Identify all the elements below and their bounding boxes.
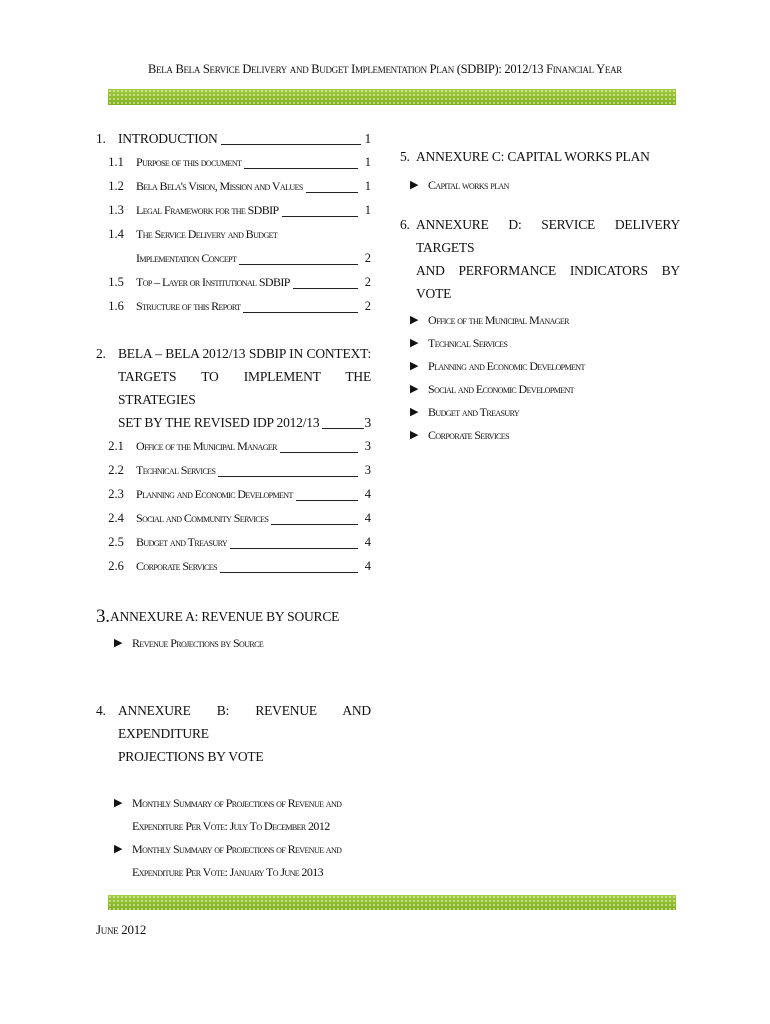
page-number: 1	[364, 155, 371, 169]
item-number: 1.5	[108, 275, 124, 289]
page-number: 4	[364, 511, 371, 525]
toc-section-4[interactable]	[96, 699, 371, 768]
item-label: Bela Bela's Vision, Mission and Values	[136, 179, 303, 193]
toc-item[interactable]	[96, 506, 371, 530]
item-number: 1.6	[108, 299, 124, 313]
bullet-label: Planning and Economic Development	[428, 359, 585, 373]
dot-leader	[296, 500, 358, 501]
dot-leader	[220, 572, 358, 573]
bullet-item[interactable]	[410, 355, 680, 378]
toc-item[interactable]	[96, 482, 371, 506]
toc-item[interactable]	[96, 270, 371, 294]
toc-section-3[interactable]	[96, 606, 371, 628]
toc-item[interactable]	[96, 174, 371, 198]
bullet-item[interactable]	[410, 332, 680, 355]
page-number: 1	[364, 131, 371, 146]
section-title-line: TARGETS TO IMPLEMENT THE STRATEGIES	[118, 369, 371, 407]
item-number: 2.5	[108, 535, 124, 549]
bullet-item[interactable]	[114, 838, 371, 884]
toc-right-column	[400, 146, 680, 447]
toc-section-1[interactable]	[96, 128, 371, 150]
toc-item[interactable]	[96, 150, 371, 174]
triangle-bullet-icon: ▶	[114, 797, 122, 809]
bullet-label: Capital works plan	[428, 178, 509, 192]
bullet-label: Budget and Treasury	[428, 405, 520, 419]
dot-leader	[282, 216, 358, 217]
bullet-label: Monthly Summary of Projections of Revenue and	[132, 842, 342, 856]
item-number: 1.3	[108, 203, 124, 217]
toc-item[interactable]	[96, 554, 371, 578]
footer-date: June 2012	[96, 922, 147, 937]
section-title-block	[118, 699, 371, 768]
section-number: 3.	[96, 606, 110, 627]
page-number: 3	[364, 439, 371, 453]
dot-leader	[280, 452, 358, 453]
bullet-item[interactable]	[114, 792, 371, 838]
item-label: Office of the Municipal Manager	[136, 439, 277, 453]
section-title-line: ANNEXURE D: SERVICE DELIVERY TARGETS	[416, 217, 680, 255]
section-title-last-line	[118, 411, 371, 434]
toc-item[interactable]	[96, 198, 371, 222]
item-number: 1.1	[108, 155, 124, 169]
section-title: INTRODUCTION	[118, 131, 218, 146]
triangle-bullet-icon: ▶	[114, 637, 122, 649]
item-label: Purpose of this document	[136, 155, 242, 169]
triangle-bullet-icon: ▶	[410, 179, 418, 191]
page-number: 4	[364, 535, 371, 549]
footer-green-band	[108, 895, 676, 910]
toc-item-continued[interactable]	[96, 246, 371, 270]
page-number: 4	[364, 559, 371, 573]
bullet-item[interactable]	[410, 309, 680, 332]
dot-leader	[230, 548, 358, 549]
page-number: 1	[364, 203, 371, 217]
page-number: 2	[364, 251, 371, 265]
page-number: 4	[364, 487, 371, 501]
item-number: 2.6	[108, 559, 124, 573]
section-number: 1.	[96, 131, 106, 146]
toc-section-2-items	[96, 434, 371, 578]
item-label: Corporate Services	[136, 559, 217, 573]
item-number: 2.3	[108, 487, 124, 501]
item-label: Planning and Economic Development	[136, 487, 293, 501]
toc-section-1-items	[96, 150, 371, 318]
bullet-label: Social and Economic Development	[428, 382, 574, 396]
section-number: 5.	[400, 149, 410, 164]
bullet-label: Technical Services	[428, 336, 508, 350]
item-number: 1.4	[108, 227, 124, 241]
item-label: Legal Framework for the SDBIP	[136, 203, 279, 217]
bullet-label: Corporate Services	[428, 428, 509, 442]
toc-item[interactable]	[96, 530, 371, 554]
section-5-bullets	[400, 174, 680, 197]
dot-leader	[221, 144, 362, 145]
page-number: 3	[364, 415, 371, 430]
section-4-bullets	[96, 792, 371, 884]
section-number: 4.	[96, 703, 106, 718]
item-number: 2.4	[108, 511, 124, 525]
item-label-continued: Implementation Concept	[136, 251, 237, 265]
triangle-bullet-icon: ▶	[410, 337, 418, 349]
bullet-text	[132, 792, 341, 838]
section-title-line: AND PERFORMANCE INDICATORS BY VOTE	[416, 263, 680, 301]
section-title-line: BELA – BELA 2012/13 SDBIP IN CONTEXT:	[118, 346, 371, 361]
bullet-label: Revenue Projections by Source	[132, 636, 264, 650]
item-label: Structure of this Report	[136, 299, 241, 313]
bullet-label: Office of the Municipal Manager	[428, 313, 569, 327]
section-number: 2.	[96, 346, 106, 361]
header-green-band	[108, 89, 676, 105]
section-3-bullets	[96, 632, 371, 655]
toc-section-5[interactable]	[400, 146, 680, 168]
bullet-label: Expenditure Per Vote: July To December 2012	[132, 819, 330, 833]
dot-leader	[218, 476, 358, 477]
triangle-bullet-icon: ▶	[410, 314, 418, 326]
section-title-line: SET BY THE REVISED IDP 2012/13	[118, 415, 320, 430]
section-title: ANNEXURE A: REVENUE BY SOURCE	[110, 609, 340, 624]
section-title-line: ANNEXURE B: REVENUE AND EXPENDITURE	[118, 703, 371, 741]
page-number: 1	[364, 179, 371, 193]
triangle-bullet-icon: ▶	[114, 843, 122, 855]
section-title-block	[118, 342, 371, 434]
section-title-block	[416, 213, 680, 305]
item-number: 2.2	[108, 463, 124, 477]
dot-leader	[293, 288, 358, 289]
bullet-item[interactable]	[410, 424, 680, 447]
dot-leader	[239, 264, 358, 265]
toc-item[interactable]	[96, 458, 371, 482]
triangle-bullet-icon: ▶	[410, 429, 418, 441]
bullet-item[interactable]	[410, 401, 680, 424]
item-label: Social and Community Services	[136, 511, 269, 525]
item-number: 2.1	[108, 439, 124, 453]
dot-leader	[306, 192, 358, 193]
section-number: 6.	[400, 217, 410, 232]
dot-leader	[271, 524, 358, 525]
triangle-bullet-icon: ▶	[410, 360, 418, 372]
dot-leader	[243, 312, 358, 313]
item-label: Top – Layer or Institutional SDBIP	[136, 275, 290, 289]
page-number: 2	[364, 275, 371, 289]
bullet-item[interactable]	[410, 378, 680, 401]
item-label: The Service Delivery and Budget	[136, 227, 278, 241]
toc-section-2[interactable]	[96, 342, 371, 434]
dot-leader	[322, 428, 364, 429]
bullet-label: Monthly Summary of Projections of Revenue and	[132, 796, 342, 810]
page-number: 3	[364, 463, 371, 477]
item-label: Budget and Treasury	[136, 535, 228, 549]
bullet-item[interactable]	[114, 632, 371, 655]
item-number: 1.2	[108, 179, 124, 193]
toc-item[interactable]	[96, 222, 371, 246]
toc-item[interactable]	[96, 434, 371, 458]
bullet-label: Expenditure Per Vote: January To June 2013	[132, 865, 324, 879]
page-header-title: Bela Bela Service Delivery and Budget Implementation Plan (SDBIP): 2012/13 Financial Year	[147, 62, 623, 76]
bullet-item[interactable]	[410, 174, 680, 197]
page-number: 2	[364, 299, 371, 313]
triangle-bullet-icon: ▶	[410, 406, 418, 418]
dot-leader	[244, 168, 358, 169]
toc-left-column	[96, 128, 371, 884]
toc-item[interactable]	[96, 294, 371, 318]
triangle-bullet-icon: ▶	[410, 383, 418, 395]
section-title: ANNEXURE C: CAPITAL WORKS PLAN	[416, 149, 650, 164]
section-title-line: PROJECTIONS BY VOTE	[118, 749, 264, 764]
item-label: Technical Services	[136, 463, 216, 477]
section-6-bullets	[400, 309, 680, 447]
bullet-text	[132, 838, 341, 884]
toc-section-6[interactable]	[400, 213, 680, 305]
